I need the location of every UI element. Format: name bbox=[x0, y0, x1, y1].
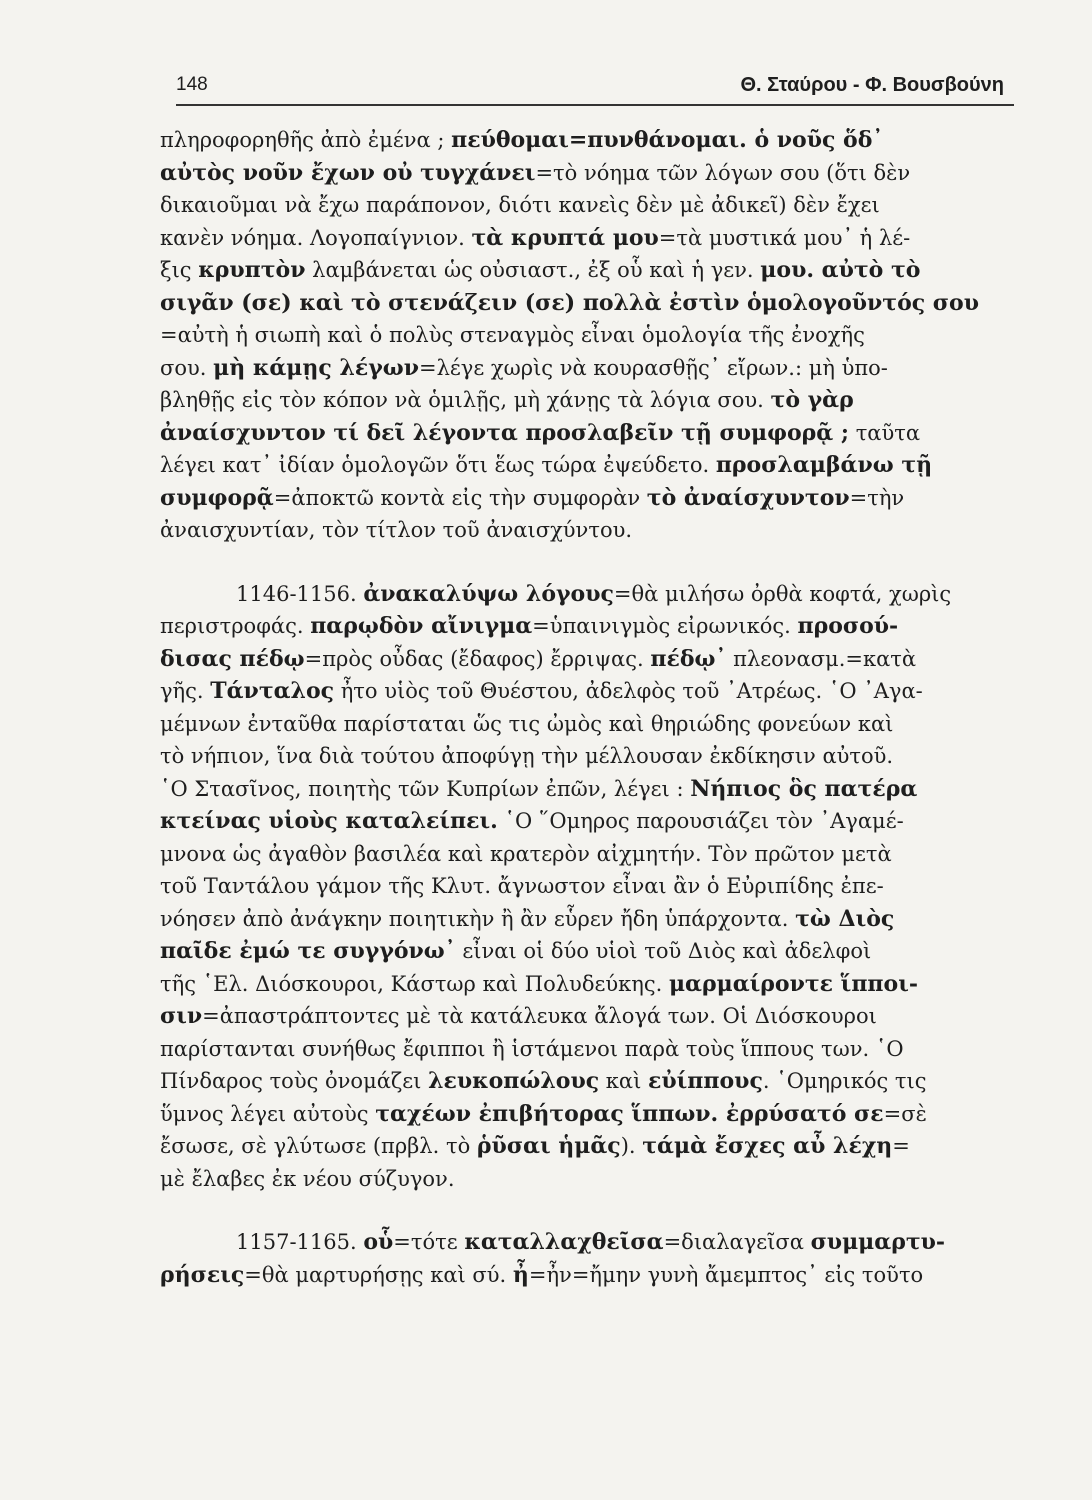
lemma-bold: μαρμαίροντε ἵπποι- bbox=[668, 970, 918, 997]
lemma-bold: τὰ κρυπτά μου bbox=[471, 224, 659, 251]
commentary-text bbox=[160, 124, 1012, 1291]
text-line bbox=[160, 124, 1012, 157]
lemma-bold: αὐτὸς νοῦν ἔχων οὐ τυγχάνει bbox=[160, 159, 536, 186]
gloss-text: λαμβάνεται ὡς οὐσιαστ., ἐξ οὗ καὶ ἡ γεν. bbox=[305, 258, 761, 282]
lemma-bold: Νήπιος ὃς πατέρα bbox=[690, 775, 918, 802]
gloss-text: =πρὸς οὖδας (ἔδαφος) ἔρριψας. bbox=[304, 646, 651, 671]
gloss-text: λέγει κατ᾽ ἰδίαν ὁμολογῶν ὅτι ἕως τώρα ἐψεύδετο. bbox=[160, 453, 716, 477]
lemma-bold: κτείνας υἱοὺς καταλείπει. bbox=[160, 808, 498, 834]
lemma-bold: ἀνακαλύψω λόγους bbox=[363, 580, 614, 607]
gloss-text: =λέγε χωρὶς νὰ κουρασθῇς᾽ εἴρων.: μὴ ὑπο- bbox=[418, 355, 888, 380]
gloss-text: ). bbox=[620, 1134, 643, 1158]
lemma-bold: συμμαρτυ- bbox=[810, 1229, 946, 1255]
text-line bbox=[160, 417, 1012, 450]
lemma-bold: ταχέων ἐπιβήτορας ἵππων. ἐρρύσατό σε bbox=[375, 1100, 884, 1127]
gloss-text: 1146-1156. bbox=[236, 581, 364, 606]
text-line bbox=[160, 1163, 1012, 1196]
text-line bbox=[160, 773, 1012, 806]
lemma-bold: πέδῳ᾽ bbox=[650, 645, 727, 672]
gloss-text: πλεονασμ.=κατὰ bbox=[726, 646, 917, 671]
gloss-text: ῾Ο Στασῖνος, ποιητὴς τῶν Κυπρίων ἐπῶν, λέγει : bbox=[160, 776, 691, 801]
lemma-bold: μὴ κάμῃς λέγων bbox=[213, 354, 419, 381]
lemma-bold: κρυπτὸν bbox=[198, 257, 306, 283]
gloss-text: =διαλαγεῖσα bbox=[663, 1230, 811, 1254]
lemma-bold: οὗ bbox=[363, 1229, 394, 1255]
gloss-text: βληθῇς εἰς τὸν κόπον νὰ ὁμιλῇς, μὴ χάνῃς τὰ λόγια σου. bbox=[160, 388, 771, 412]
gloss-text: δικαιοῦμαι νὰ ἔχω παράπονον, διότι κανεὶς δὲν μὲ ἀδικεῖ) δὲν ἔχει bbox=[160, 193, 880, 217]
lemma-bold: παρῳδὸν αἴνιγμα bbox=[310, 613, 533, 639]
gloss-text: περιστροφάς. bbox=[160, 614, 311, 638]
gloss-text: =τότε bbox=[393, 1230, 465, 1254]
gloss-text: κανὲν νόημα. Λογοπαίγνιον. bbox=[160, 225, 472, 250]
gloss-text: ταῦτα bbox=[849, 420, 921, 445]
lemma-bold: παῖδε ἐμώ τε συγγόνω᾽ bbox=[160, 938, 456, 964]
text-line bbox=[160, 482, 1012, 515]
gloss-text: =τὸ νόημα τῶν λόγων σου (ὅτι δὲν bbox=[535, 160, 911, 185]
text-line bbox=[160, 643, 1012, 676]
text-line bbox=[160, 189, 1012, 222]
page-header bbox=[176, 70, 1014, 106]
lemma-bold: τὸ ἀναίσχυντον bbox=[646, 484, 850, 511]
lemma-bold: προσλαμβάνω τῇ bbox=[715, 452, 933, 478]
lemma-bold: καταλλαχθεῖσα bbox=[464, 1229, 664, 1255]
lemma-bold: ῥῦσαι ἡμᾶς bbox=[476, 1133, 621, 1159]
gloss-text: μέμνων ἐνταῦθα παρίσταται ὥς τις ὠμὸς καὶ θηριώδης φονεύων καὶ bbox=[160, 711, 894, 736]
text-line bbox=[160, 838, 1012, 871]
text-line bbox=[160, 1033, 1012, 1066]
gloss-text: νόησεν ἀπὸ ἀνάγκην ποιητικὴν ἢ ἂν εὗρεν ἤδη ὑπάρχοντα. bbox=[160, 906, 796, 931]
lemma-bold: λευκοπώλους bbox=[428, 1068, 600, 1094]
text-line bbox=[160, 384, 1012, 417]
lemma-bold: συμφορᾷ bbox=[160, 484, 274, 511]
text-line bbox=[160, 1065, 1012, 1098]
gloss-text: τῆς ῾Ελ. Διόσκουροι, Κάστωρ καὶ Πολυδεύκης. bbox=[160, 971, 669, 996]
gloss-text: =αὐτὴ ἡ σιωπὴ καὶ ὁ πολὺς στεναγμὸς εἶναι ὁμολογία τῆς ἐνοχῆς bbox=[160, 323, 865, 347]
lemma-bold: πεύθομαι=πυνθάνομαι. ὁ νοῦς ὅδ᾽ bbox=[451, 127, 884, 153]
text-line bbox=[160, 287, 1012, 320]
lemma-bold: δισας πέδῳ bbox=[160, 645, 305, 672]
gloss-text: μνονα ὡς ἀγαθὸν βασιλέα καὶ κρατερὸν αἰχμητήν. Τὸν πρῶτον μετὰ bbox=[160, 841, 892, 866]
text-line bbox=[160, 968, 1012, 1001]
lemma-bold: σιγᾶν (σε) καὶ τὸ στενάζειν (σε) πολλὰ ἐστὶν ὁμολογοῦντός σου bbox=[160, 289, 979, 316]
gloss-text: Πίνδαρος τοὺς ὀνομάζει bbox=[160, 1069, 429, 1093]
gloss-text: =τὰ μυστικά μου᾽ ἡ λέ- bbox=[658, 225, 911, 250]
text-line bbox=[160, 254, 1012, 287]
gloss-text: ἦτο υἱὸς τοῦ Θυέστου, ἀδελφὸς τοῦ ᾿Ατρέως. ῾Ο ᾿Αγα- bbox=[334, 679, 923, 703]
page-number: 148 bbox=[176, 74, 208, 95]
gloss-text: σου. bbox=[160, 355, 214, 380]
text-line bbox=[160, 1000, 1012, 1033]
gloss-text: γῆς. bbox=[160, 679, 211, 703]
text-line bbox=[160, 1130, 1012, 1163]
text-line bbox=[160, 805, 1012, 838]
lemma-bold: τὸ γὰρ bbox=[770, 387, 854, 413]
text-line bbox=[160, 870, 1012, 903]
lemma-bold: μου. αὐτὸ τὸ bbox=[760, 257, 921, 283]
gloss-text: τοῦ Ταντάλου γάμον τῆς Κλυτ. ἄγνωστον εἶναι ἂν ὁ Εὐριπίδης ἐπε- bbox=[160, 874, 884, 898]
text-line bbox=[160, 675, 1012, 708]
text-line bbox=[160, 1098, 1012, 1131]
lemma-bold: προσού- bbox=[797, 613, 899, 639]
text-line bbox=[160, 1259, 1012, 1292]
gloss-text: =σὲ bbox=[883, 1101, 927, 1126]
gloss-text: =θὰ μαρτυρήσῃς καὶ σύ. bbox=[244, 1262, 513, 1287]
running-head: Θ. Σταύρου - Φ. Βουσβούνη bbox=[740, 74, 1004, 96]
gloss-text: =ἀποκτῶ κοντὰ εἰς τὴν συμφορὰν bbox=[273, 485, 647, 510]
gloss-text: μὲ ἔλαβες ἐκ νέου σύζυγον. bbox=[160, 1166, 455, 1191]
gloss-text: τὸ νήπιον, ἵνα διὰ τούτου ἀποφύγῃ τὴν μέλλουσαν ἐκδίκησιν αὐτοῦ. bbox=[160, 744, 894, 768]
lemma-bold: τὼ Διὸς bbox=[795, 905, 895, 932]
text-line bbox=[160, 352, 1012, 385]
text-line bbox=[160, 449, 1012, 482]
gloss-text: ξις bbox=[160, 258, 199, 282]
lemma-bold: εὐίππους bbox=[648, 1068, 763, 1094]
text-line bbox=[160, 935, 1012, 968]
gloss-text: ὕμνος λέγει αὐτοὺς bbox=[160, 1101, 376, 1126]
text-line bbox=[160, 578, 1012, 611]
lemma-bold: ἦ bbox=[512, 1261, 529, 1288]
text-line bbox=[160, 222, 1012, 255]
lemma-bold: ἀναίσχυντον τί δεῖ λέγοντα προσλαβεῖν τῇ συμφορᾷ ; bbox=[160, 419, 850, 446]
text-line bbox=[160, 610, 1012, 643]
gloss-text: = bbox=[892, 1134, 910, 1158]
gloss-text: ἀναισχυντίαν, τὸν τίτλον τοῦ ἀναισχύντου. bbox=[160, 518, 633, 542]
gloss-text: παρίστανται συνήθως ἔφιπποι ἢ ἱστάμενοι παρὰ τοὺς ἵππους των. ῾Ο bbox=[160, 1036, 904, 1061]
gloss-text: =ἀπαστράπτοντες μὲ τὰ κατάλευκα ἄλογά των. Οἱ Διόσκουροι bbox=[202, 1004, 877, 1028]
gloss-text: =τὴν bbox=[849, 485, 905, 510]
lemma-bold: ρήσεις bbox=[160, 1261, 245, 1288]
gloss-text: . ῾Ομηρικός τις bbox=[762, 1069, 927, 1093]
gloss-text: =ὑπαινιγμὸς εἰρωνικός. bbox=[532, 614, 798, 638]
gloss-text: =θὰ μιλήσω ὀρθὰ κοφτά, χωρὶς bbox=[613, 581, 952, 606]
lemma-bold: τάμὰ ἔσχες αὖ λέχη bbox=[642, 1133, 893, 1159]
gloss-text: πληροφορηθῆς ἀπὸ ἐμένα ; bbox=[160, 128, 452, 152]
lemma-bold: Τάνταλος bbox=[210, 678, 335, 704]
gloss-text: καὶ bbox=[599, 1069, 649, 1093]
text-line bbox=[160, 903, 1012, 936]
gloss-text: ῾Ο ῞Ομηρος παρουσιάζει τὸν ᾿Αγαμέ- bbox=[497, 809, 904, 833]
lemma-bold: σιν bbox=[160, 1003, 203, 1029]
gloss-text: ἔσωσε, σὲ γλύτωσε (πρβλ. τὸ bbox=[160, 1134, 477, 1158]
gloss-text: εἶναι οἱ δύο υἱοὶ τοῦ Διὸς καὶ ἀδελφοὶ bbox=[455, 939, 872, 963]
text-line bbox=[160, 157, 1012, 190]
text-line bbox=[160, 1226, 1012, 1259]
gloss-text: =ἦν=ἤμην γυνὴ ἄμεμπτος᾽ εἰς τοῦτο bbox=[528, 1262, 924, 1287]
text-line bbox=[160, 740, 1012, 773]
text-line bbox=[160, 514, 1012, 547]
text-line bbox=[160, 708, 1012, 741]
text-line bbox=[160, 319, 1012, 352]
gloss-text: 1157-1165. bbox=[236, 1230, 364, 1254]
